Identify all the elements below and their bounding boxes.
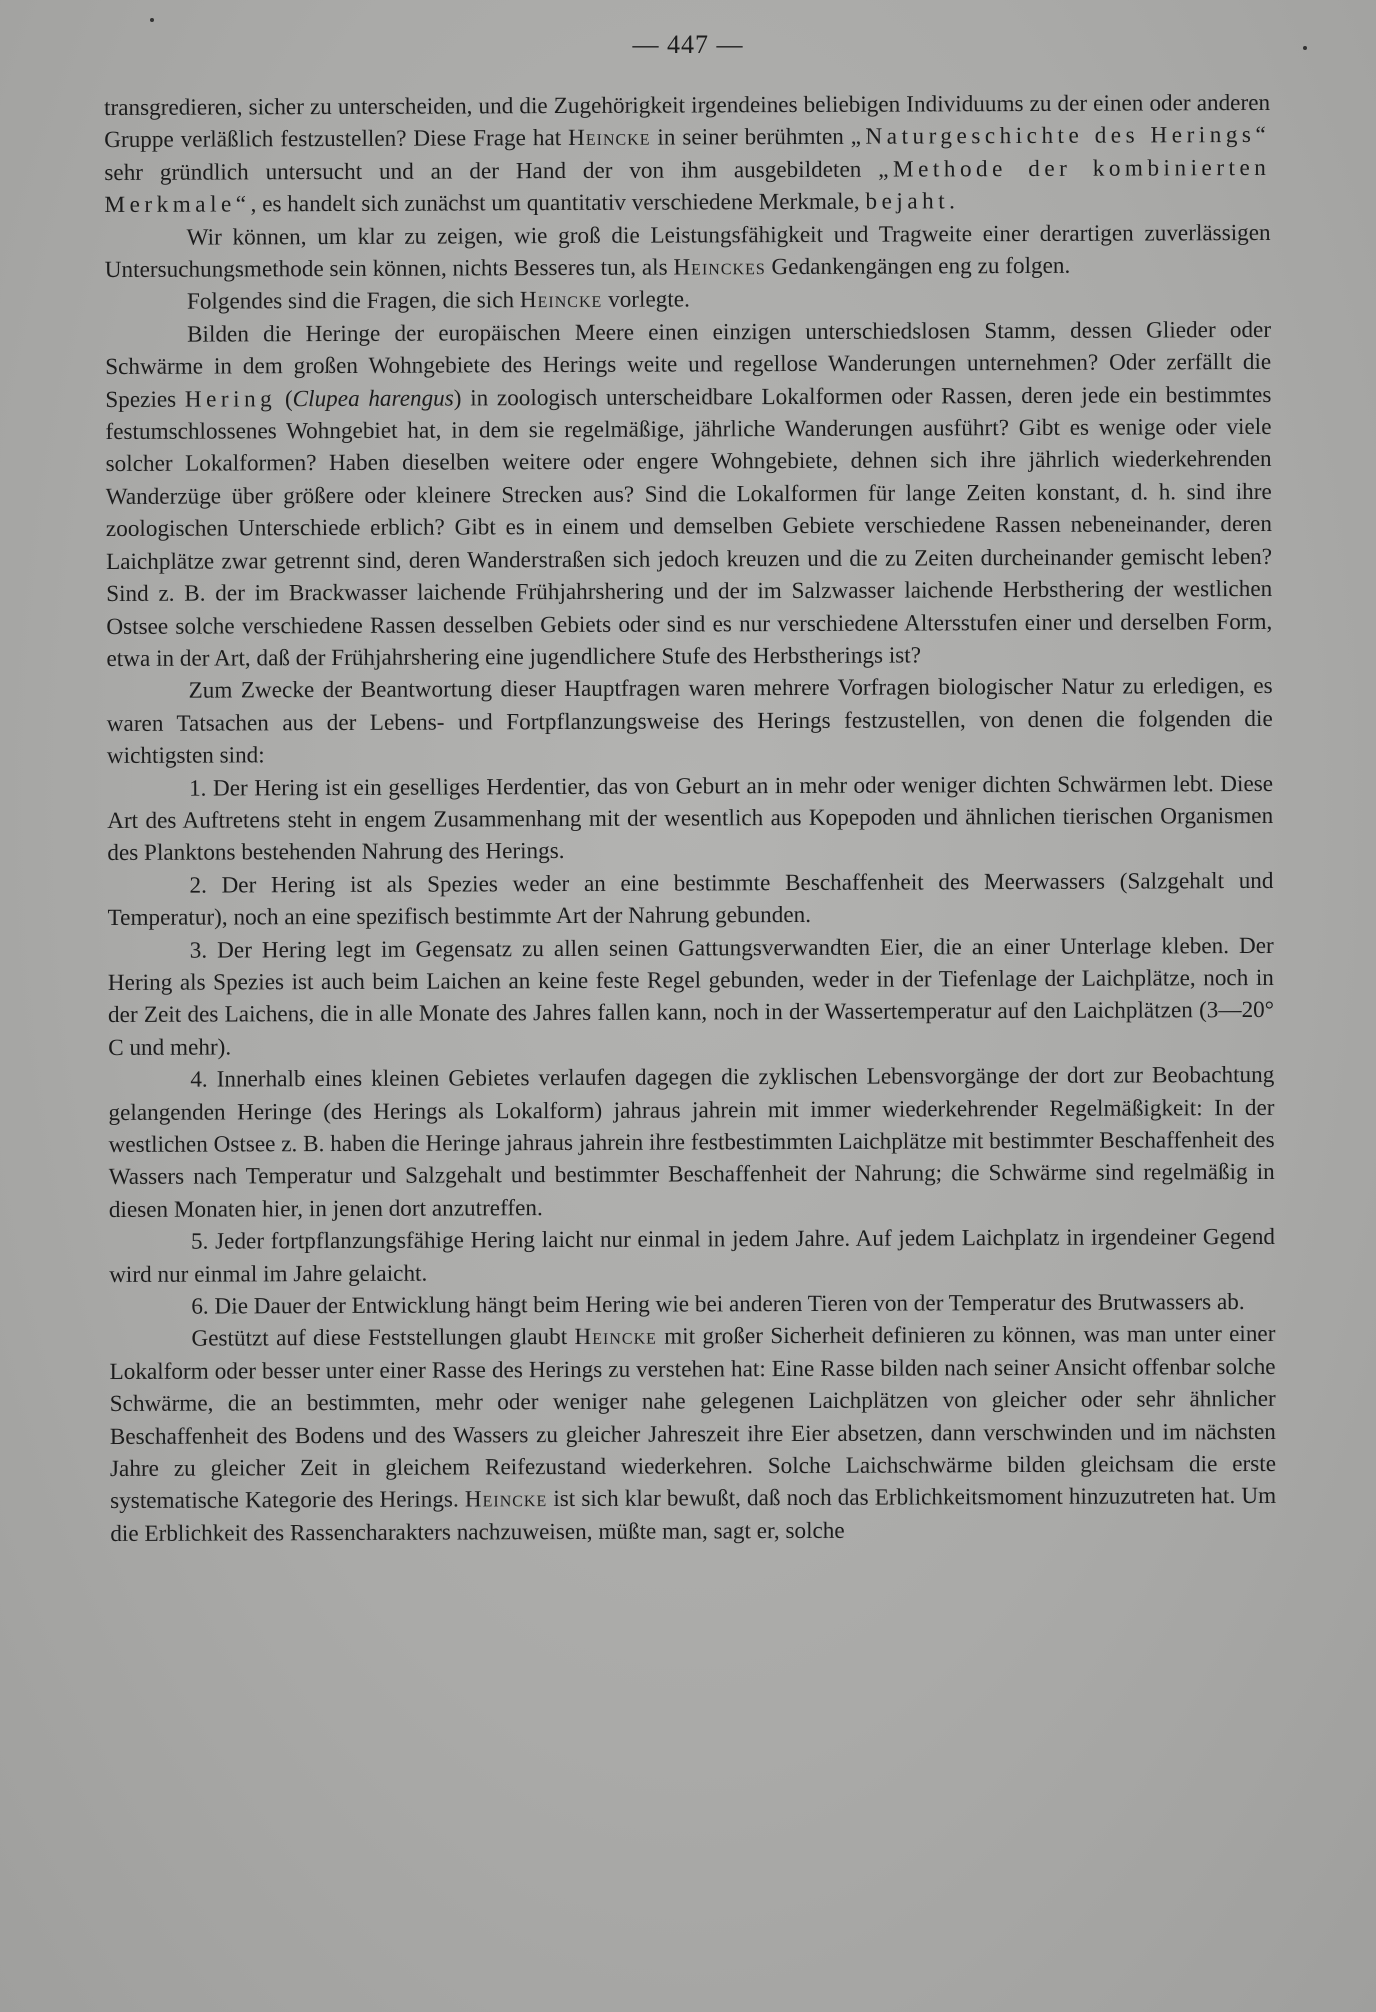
author-name: Heincke (568, 125, 651, 152)
page-number: — 447 — (632, 30, 744, 59)
paragraph: Gestützt auf diese Feststellungen glaubt Heincke mit großer Sicherheit definieren zu können, was man unter einer Lokalform oder besser unter einer Rasse des Herings zu verstehen hat: Eine Rasse bilden nach seiner Ansicht offenbar solche Schwärme, die an bestimmten, mehr oder weniger nahe gelegenen Laichplätzen von gleicher oder sehr ähnlicher Beschaffenheit des Bodens und des Wassers zu gleicher Jahreszeit ihre Eier absetzen, dann verschwinden und im nächsten Jahre zu gleicher Zeit in gleichem Reifezustand wiederkehren. Solche Laichschwärme bilden gleichsam die erste systematische Kategorie des Herings. Heincke ist sich klar bewußt, daß noch das Erblichkeitsmoment hinzuzutreten hat. Um die Erblichkeit des Rassencharakters nachzuweisen, müßte man, sagt er, solche (109, 1321, 1277, 1547)
paragraph: Bilden die Heringe der europäischen Meere einen einzigen unterschiedslosen Stamm, dessen Glieder oder Schwärme in dem großen Wohngebiete des Herings weite und regellose Wanderungen unternehmen? Oder zerfällt die Spezies Hering (Clupea harengus) in zoologisch unterscheidbare Lokalformen oder Rassen, deren jede ein bestimmtes festumschlossenes Wohngebiet hat, in dem sie regelmäßige, jährliche Wanderungen ausführt? Gibt es wenige oder viele solcher Lokalformen? Haben dieselben weitere oder engere Wohngebiete, dehnen sich ihre jährlich wiederkehrenden Wanderzüge über größere oder kleinere Strecken aus? Sind die Lokalformen für lange Zeiten konstant, d. h. sind ihre zoologischen Unterschiede erblich? Gibt es in einem und demselben Gebiete verschiedene Rassen nebeneinander, deren Laichplätze zwar getrennt sind, deren Wanderstraßen sich jedoch kreuzen und die zu Zeiten durcheinander gemischt leben? Sind z. B. der im Brackwasser laichende Frühjahrshering und der im Salzwasser laichende Herbsthering der westlichen Ostsee solche verschiedene Rassen desselben Gebiets oder sind es nur verschiedene Altersstufen einer und derselben Form, etwa in der Art, daß der Frühjahrshering eine jugendlichere Stufe des Herbstherings ist? (105, 316, 1273, 672)
paragraph: Wir können, um klar zu zeigen, wie groß die Leistungsfähigkeit und Tragweite einer derartigen zuverlässigen Untersuchungsmethode sein können, nichts Besseres tun, als Heinckes Gedankengängen eng zu folgen. (104, 219, 1271, 284)
list-item: 4. Innerhalb eines kleinen Gebietes verlaufen dagegen die zyklischen Lebensvorgänge der dort zur Beobachtung gelangenden Heringe (des Herings als Lokalform) jahraus jahrein mit immer wiederkehrender Regelmäßigkeit: In der westlichen Ostsee z. B. haben die Heringe jahraus jahrein ihre festbestimmten Laichplätze mit bestimmter Beschaffenheit des Wassers nach Temperatur und Salzgehalt und bestimmter Beschaffenheit der Nahrung; die Schwärme sind regelmäßig in diesen Monaten hier, in jenen dort anzutreffen. (108, 1062, 1275, 1223)
author-name: Heincke (464, 1486, 548, 1513)
list-item: 6. Die Dauer der Entwicklung hängt beim Hering wie bei anderen Tieren von der Temperatur des Brutwassers ab. (191, 1289, 1245, 1320)
species-name: Clupea harengus (292, 385, 454, 412)
spaced-title: „Methode der kombinierten Merkmale“ (104, 154, 1271, 219)
body-text (104, 87, 1276, 1550)
speck-mark (150, 18, 154, 22)
paragraph: Zum Zwecke der Beantwortung dieser Hauptfragen waren mehrere Vorfragen biologischer Natur zu erledigen, es waren Tatsachen aus der Lebens- und Fortpflanzungsweise des Herings festzustellen, von denen die folgenden die wichtigsten sind: (106, 673, 1273, 770)
list-item: 3. Der Hering legt im Gegensatz zu allen seinen Gattungsverwandten Eier, die an einer Unterlage kleben. Der Hering als Spezies ist auch beim Laichen an keine feste Regel gebunden, weder in der Tiefenlage der Laichplätze, noch in der Zeit des Laichens, die in alle Monate des Jahres fallen kann, noch in der Wassertemperatur auf den Laichplätzen (3—20° C und mehr). (107, 932, 1275, 1061)
spaced-title: „Naturgeschichte des Herings“ (850, 122, 1271, 151)
spaced-word: Hering (184, 385, 277, 413)
spaced-word: bejaht (865, 188, 950, 215)
author-name: Heinckes (673, 254, 766, 281)
author-name: Heincke (574, 1324, 657, 1351)
author-name: Heincke (519, 287, 603, 314)
paragraph: Folgendes sind die Fragen, die sich Heincke vorlegte. (186, 286, 690, 316)
list-item: 2. Der Hering ist als Spezies weder an eine bestimmte Beschaffenheit des Meerwassers (Salzgehalt und Temperatur), noch an eine spezifisch bestimmte Art der Nahrung gebunden. (107, 867, 1274, 932)
list-item: 5. Jeder fortpflanzungsfähige Hering laicht nur einmal in jedem Jahre. Auf jedem Laichplatz in irgendeiner Gegend wird nur einmal im Jahre gelaicht. (109, 1224, 1276, 1288)
intro-paragraph: transgredieren, sicher zu unterscheiden, und die Zugehörigkeit irgendeines beliebigen Individuums zu der einen oder anderen Gruppe verläßlich festzustellen? Diese Frage hat Heincke in seiner berühmten „Naturgeschichte des Herings“ sehr gründlich untersucht und an der Hand der von ihm ausgebildeten „Methode der kombinierten Merkmale“, es handelt sich zunächst um quantitativ verschiedene Merkmale, bejaht. (104, 89, 1271, 219)
list-item: 1. Der Hering ist ein geselliges Herdentier, das von Geburt an in mehr oder weniger dichten Schwärmen lebt. Diese Art des Auftretens steht in engem Zusammenhang mit der wesentlich aus Kopepoden und ähnlichen tierischen Organismen des Planktons bestehenden Nahrung des Herings. (107, 770, 1274, 867)
